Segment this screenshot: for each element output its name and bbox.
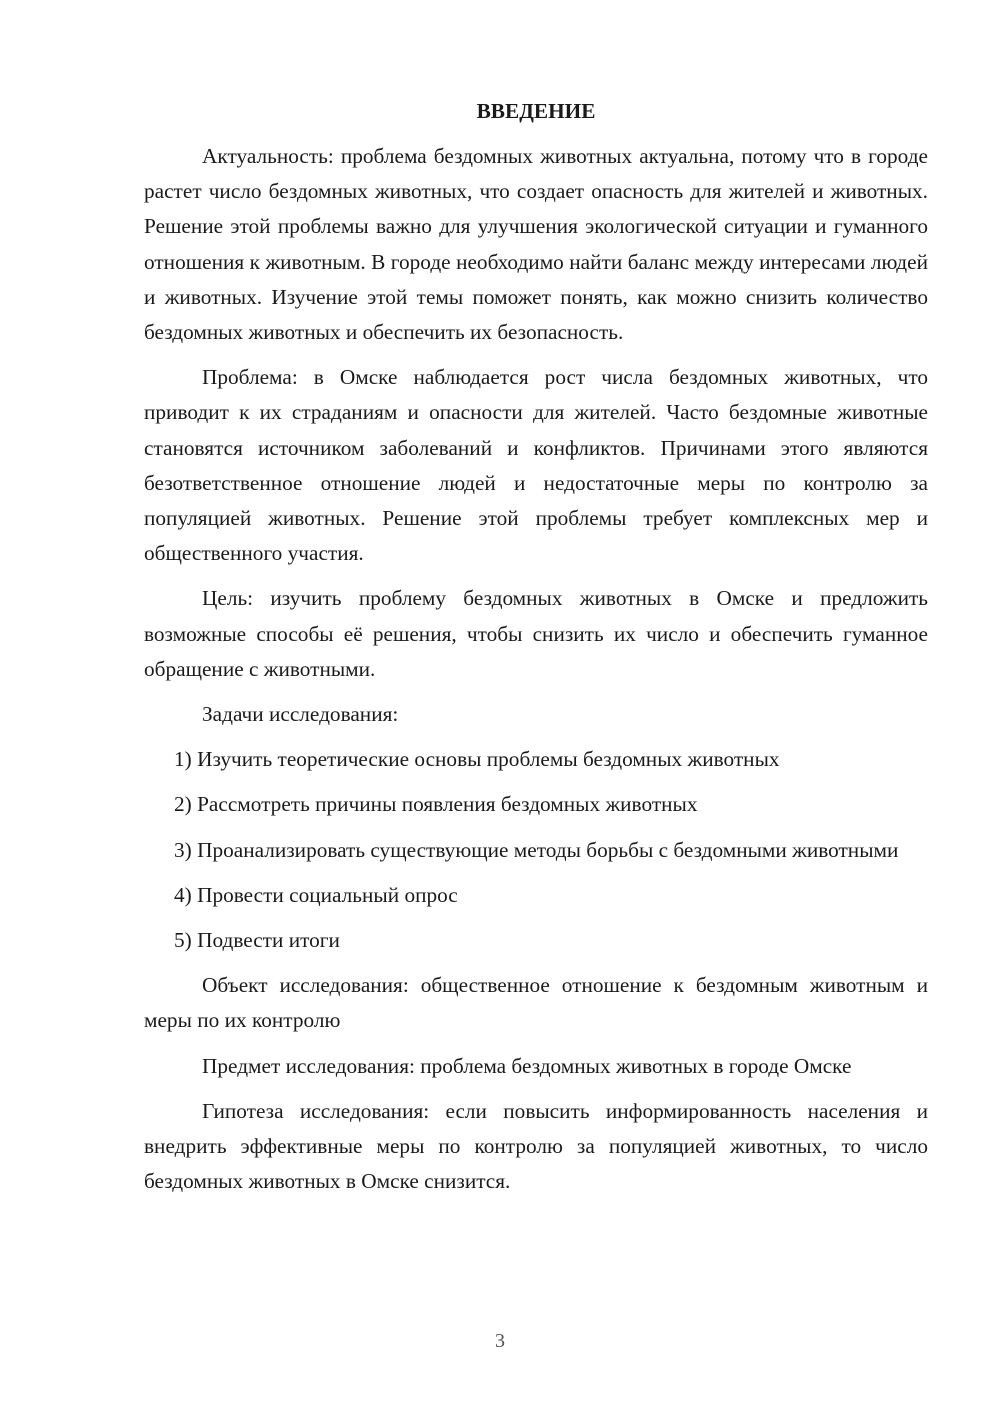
object-paragraph: Объект исследования: общественное отношение к бездомным животным и меры по их контролю <box>144 973 928 1033</box>
relevance-paragraph: Актуальность: проблема бездомных животных актуальна, потому что в городе растет число бездомных животных, что создает опасность для жителей и животных. Решение этой проблемы важно для улучшения экологической ситуации и гуманного отношения к животным. В городе необходимо найти баланс между интересами людей и животных. Изучение этой темы поможет понять, как можно снизить количество бездомных животных и обеспечить их безопасность. <box>144 144 928 345</box>
page-number: 3 <box>495 1330 505 1352</box>
task-item: 4) Провести социальный опрос <box>174 882 458 907</box>
subject-paragraph: Предмет исследования: проблема бездомных животных в городе Омске <box>202 1053 852 1078</box>
task-item: 1) Изучить теоретические основы проблемы бездомных животных <box>174 747 780 772</box>
task-item: 3) Проанализировать существующие методы борьбы с бездомными животными <box>174 837 899 862</box>
hypothesis-paragraph: Гипотеза исследования: если повысить информированность населения и внедрить эффективные меры по контролю за популяцией животных, то число бездомных животных в Омске снизится. <box>144 1098 928 1194</box>
page-title: ВВЕДЕНИЕ <box>476 99 596 123</box>
problem-paragraph: Проблема: в Омске наблюдается рост числа бездомных животных, что приводит к их страданиям и опасности для жителей. Часто бездомные животные становятся источником заболеваний и конфликтов. Причинами этого являются безответственное отношение людей и недостаточные меры по контролю за популяцией животных. Решение этой проблемы требует комплексных мер и общественного участия. <box>144 365 928 566</box>
task-item: 2) Рассмотреть причины появления бездомных животных <box>174 792 698 817</box>
page-content <box>144 94 928 1209</box>
tasks-heading: Задачи исследования: <box>202 702 399 727</box>
task-item: 5) Подвести итоги <box>174 928 340 953</box>
goal-paragraph: Цель: изучить проблему бездомных животных в Омске и предложить возможные способы её решения, чтобы снизить их число и обеспечить гуманное обращение с животными. <box>144 586 928 681</box>
